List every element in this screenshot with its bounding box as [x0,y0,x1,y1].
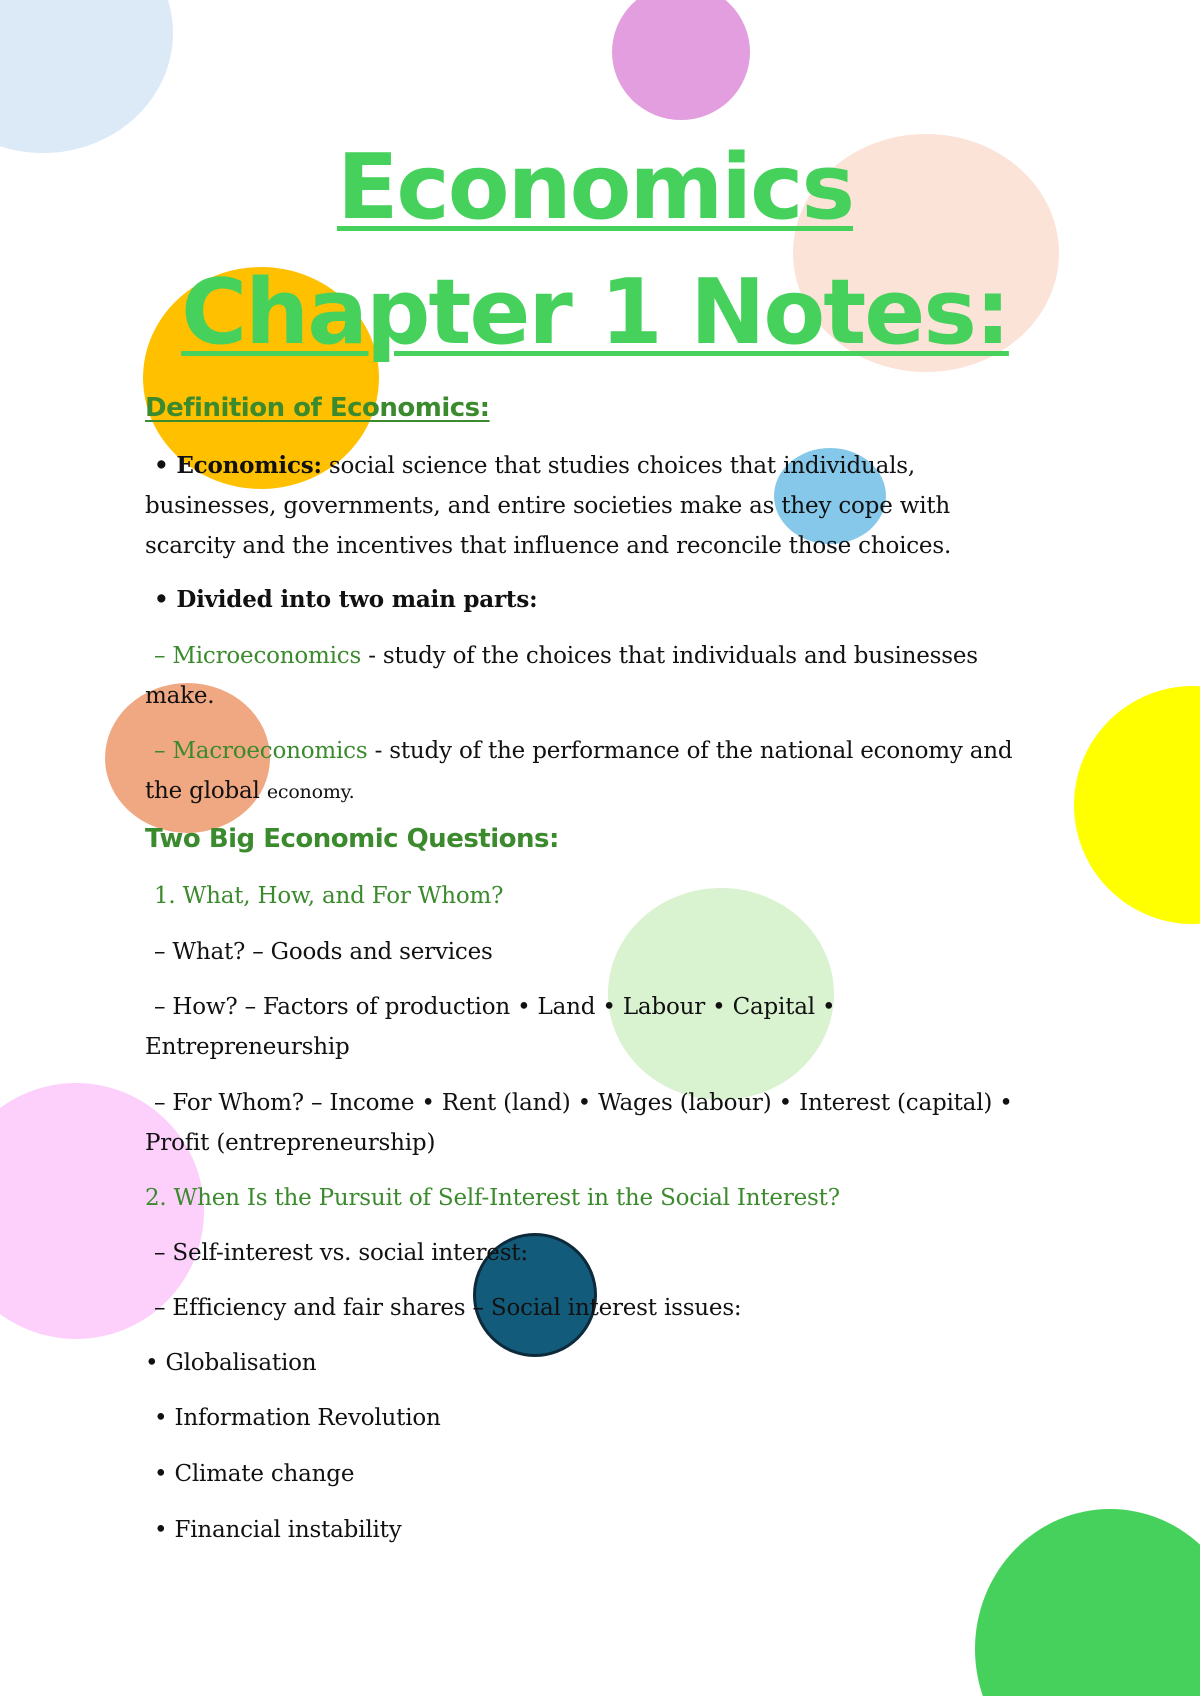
economics-definition-text: social science that studies choices that individuals, businesses, governments, and entire societies make as they cope with scarcity and the incentives that influence and reconcile those choices. [145,453,952,559]
issue-climate-change: • Climate change [154,1461,355,1487]
question-2-title [145,1178,1045,1218]
question-1-how [145,987,1045,1067]
question-2-efficiency-text: – Efficiency and fair shares – Social interest issues: [154,1295,742,1321]
section-heading-two-big-questions: Two Big Economic Questions: [145,824,559,854]
question-2-self-interest-text: – Self-interest vs. social interest: [154,1240,528,1266]
notes-content [145,0,1045,1696]
question-1-how-text: – How? – Factors of production • Land • Labour • Capital • Entrepreneurship [145,994,836,1060]
issue-item [145,1343,1045,1383]
microeconomics-item [145,636,1045,716]
macroeconomics-term: – Macroeconomics [154,738,368,764]
title-line-1: Economics [336,135,854,240]
decorative-circle-yellow [1074,686,1200,924]
issue-item [145,1398,1045,1438]
issue-item [145,1454,1045,1494]
issue-financial-instability: • Financial instability [154,1517,402,1543]
question-1-for-whom-text: – For Whom? – Income • Rent (land) • Wages (labour) • Interest (capital) • Profit (entrepreneurship) [145,1090,1013,1156]
section-heading-definition: Definition of Economics: [145,393,490,423]
title-line-2: Chapter 1 Notes: [181,260,1009,365]
microeconomics-definition: - study of the choices that individuals and businesses make. [145,643,978,709]
bullet: • [154,586,169,613]
issue-information-revolution: • Information Revolution [154,1405,441,1431]
macroeconomics-definition: - study of the performance of the national economy and the global [145,738,1013,804]
macroeconomics-definition-end: economy. [266,781,355,803]
question-1-what-text: – What? – Goods and services [154,939,493,965]
macroeconomics-item [145,731,1045,812]
bullet: • [154,452,169,479]
question-1-for-whom [145,1083,1045,1163]
question-1-what [145,932,1045,972]
divided-into-parts [145,580,1045,620]
issue-item [145,1510,1045,1550]
economics-definition [145,446,1045,566]
microeconomics-term: – Microeconomics [154,643,362,669]
question-2-self-interest [145,1233,1045,1273]
divided-label: Divided into two main parts: [176,586,538,613]
economics-term: Economics: [176,452,322,479]
question-2-efficiency [145,1288,1045,1328]
question-1-title-text: 1. What, How, and For Whom? [154,883,504,909]
issue-globalisation: • Globalisation [145,1350,317,1376]
question-2-title-text: 2. When Is the Pursuit of Self-Interest in the Social Interest? [145,1185,840,1211]
question-1-title [145,876,1045,916]
